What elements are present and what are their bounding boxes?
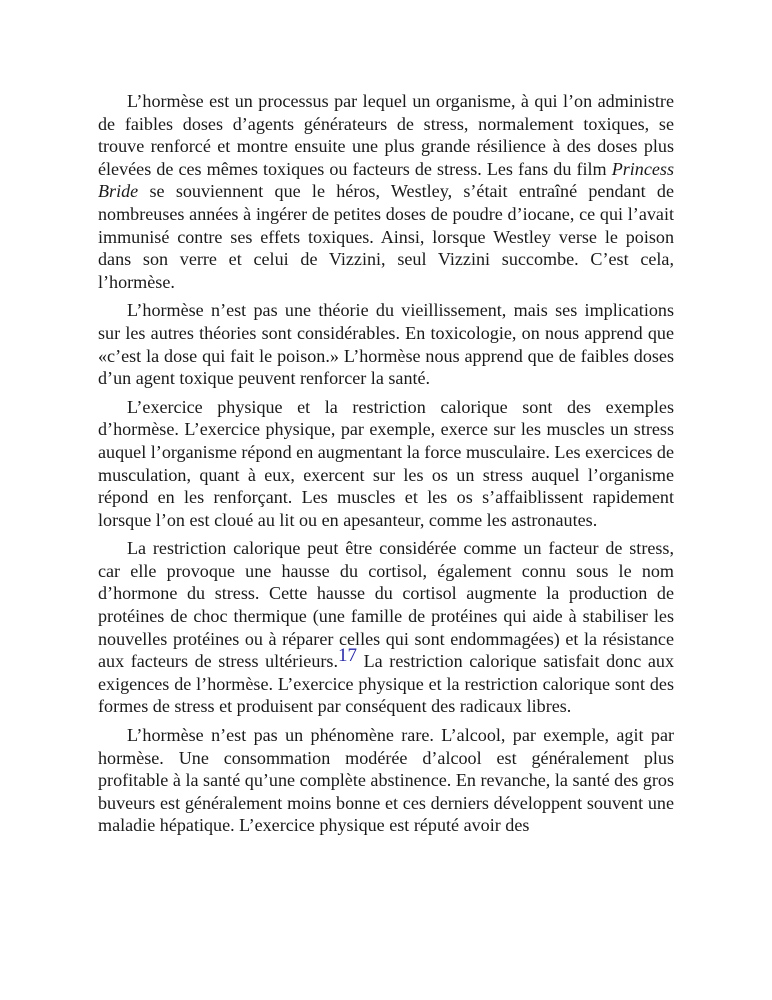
paragraph-exercise-examples <box>98 396 674 532</box>
paragraph-hormesis-definition <box>98 90 674 293</box>
paragraph-text: se souviennent que le héros, Westley, s’était entraîné pendant de nombreuses années à ingérer de petites doses de poudre d’iocane, ce qui l’avait immunisé contre ses effets toxiques. Ainsi, lorsque Westley verse le poison dans son verre et celui de Vizzini, seul Vizzini succombe. C’est cela, l’hormèse. <box>98 181 674 292</box>
paragraph-text: L’exercice physique et la restriction calorique sont des exemples d’hormèse. L’exercice physique, par exemple, exerce sur les muscles un stress auquel l’organisme répond en augmentant la force musculaire. Les exercices de musculation, quant à eux, exercent sur les os un stress auquel l’organisme répond en les renforçant. Les muscles et les os s’affaiblissent rapidement lorsque l’on est cloué au lit ou en apesanteur, comme les astronautes. <box>98 396 674 530</box>
paragraph-text: L’hormèse n’est pas une théorie du vieillissement, mais ses implications sur les autres théories sont considérables. En toxicologie, on nous apprend que «c’est la dose qui fait le poison.» L’hormèse nous apprend que de faibles doses d’un agent toxique peuvent renforcer la santé. <box>98 300 674 389</box>
paragraph-text: L’hormèse n’est pas un phénomène rare. L’alcool, par exemple, agit par hormèse. Une consommation modérée d’alcool est généralement plus profitable à la santé qu’une complète abstinence. En revanche, la santé des gros buveurs est généralement moins bonne et ces derniers développent souvent une maladie hépatique. L’exercice physique est réputé avoir des <box>98 725 674 836</box>
document-page <box>98 90 674 843</box>
paragraph-alcohol-hormesis <box>98 724 674 837</box>
paragraph-text: La restriction calorique peut être considérée comme un facteur de stress, car elle provoque une hausse du cortisol, également connu sous le nom d’hormone du stress. Cette hausse du cortisol augmente la production de protéines de choc thermique (une famille de protéines qui aide à stabiliser les nouvelles protéines ou à réparer celles qui sont endommagées) et la résistance aux facteurs de stress ultérieurs. <box>98 538 674 672</box>
paragraph-hormesis-theory <box>98 299 674 389</box>
paragraph-caloric-restriction <box>98 537 674 718</box>
footnote-reference[interactable]: 17 <box>337 645 357 667</box>
film-title: Princess Bride <box>98 158 674 202</box>
paragraph-text: L’hormèse est un processus par lequel un organisme, à qui l’on administre de faibles doses d’agents générateurs de stress, normalement toxiques, se trouve renforcé et montre ensuite une plus grande résilience à des doses plus élevées de ces mêmes toxiques ou facteurs de stress. Les fans du film <box>98 91 674 179</box>
paragraph-text: La restriction calorique satisfait donc aux exigences de l’hormèse. L’exercice physique et la restriction calorique sont des formes de stress et produisent par conséquent des radicaux libres. <box>98 651 674 717</box>
